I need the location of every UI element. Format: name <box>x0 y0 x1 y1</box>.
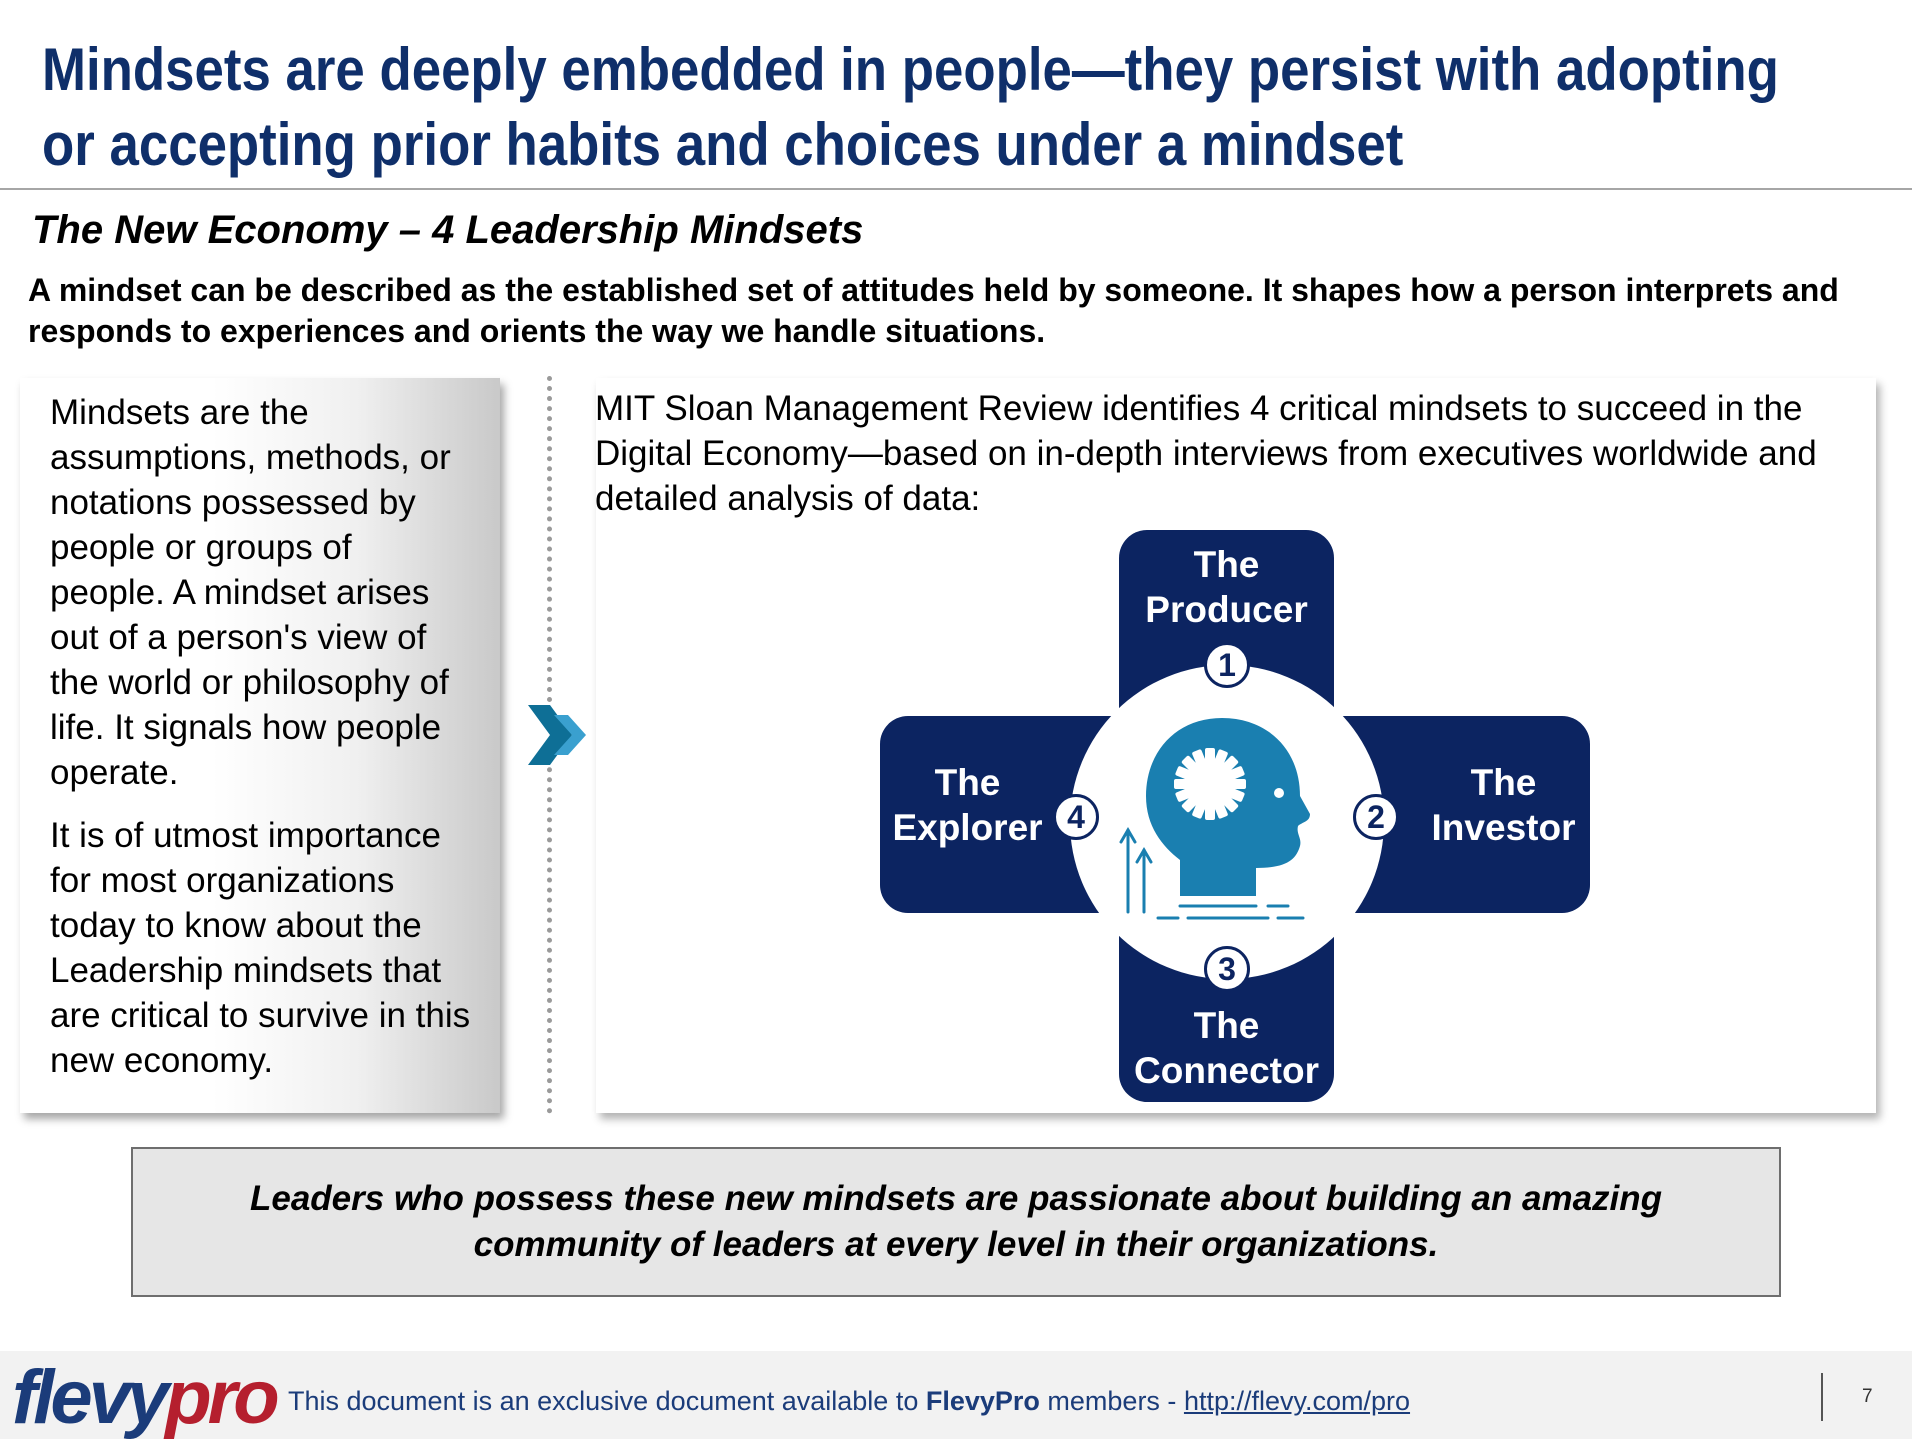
definition-paragraph-1: Mindsets are the assumptions, methods, or notations possessed by people or groups of people. A mindset arises out of a person's view of the world or philosophy of life. It signals how people operate. <box>50 393 451 792</box>
mindset-number-2: 2 <box>1353 794 1399 840</box>
double-chevron-right-icon <box>526 703 592 767</box>
callout-text: Leaders who possess these new mindsets are passionate about building an amazing community of leaders at every level in their organizations. <box>249 1179 1663 1264</box>
footer-brand: FlevyPro <box>925 1386 1040 1416</box>
page-number: 7 <box>1862 1386 1873 1407</box>
mindset-producer-line2: Producer <box>1145 589 1308 630</box>
mindset-explorer-line1: The <box>934 762 1001 803</box>
intro-text: A mindset can be described as the established set of attitudes held by someone. It shapes how a person interprets and responds to experiences and orients the way we handle situations. <box>28 272 1839 349</box>
footer-text-prefix: This document is an exclusive document available to <box>288 1386 926 1416</box>
definition-paragraph-2: It is of utmost importance for most organizations today to know about the Leadership mindsets that are critical to survive in this new economy. <box>50 816 471 1080</box>
footer-notice <box>288 1386 1410 1417</box>
mindset-number-4: 4 <box>1053 794 1099 840</box>
definition-panel <box>20 378 500 1113</box>
slide-title-line1: Mindsets are deeply embedded in people—they persist with adopting <box>42 36 1779 103</box>
key-takeaway-callout <box>131 1147 1781 1297</box>
mindset-connector-line1: The <box>1193 1005 1260 1046</box>
footer-text-middle: members - <box>1039 1386 1184 1416</box>
mit-sloan-text: MIT Sloan Management Review identifies 4 critical mindsets to succeed in the Digital Economy—based on in-depth interviews from executives worldwide and detailed analysis of data: <box>595 389 1817 518</box>
mindset-number-3: 3 <box>1204 946 1250 992</box>
slide-title <box>42 32 1779 182</box>
head-with-gear-icon <box>1118 700 1358 930</box>
mindset-explorer-line2: Explorer <box>892 807 1043 848</box>
mindset-investor-line2: Investor <box>1431 807 1576 848</box>
section-subtitle: The New Economy – 4 Leadership Mindsets <box>32 208 864 252</box>
mindsets-diagram <box>878 528 1592 1102</box>
flevypro-link[interactable]: http://flevy.com/pro <box>1183 1386 1411 1416</box>
mindset-producer-line1: The <box>1193 544 1260 585</box>
mindset-investor-line1: The <box>1470 762 1537 803</box>
title-divider <box>0 188 1912 190</box>
logo-flevy: flevy <box>12 1355 166 1439</box>
mindset-connector-line2: Connector <box>1134 1050 1319 1091</box>
slide-title-line2: or accepting prior habits and choices under a mindset <box>42 111 1404 178</box>
footer-separator <box>1821 1373 1823 1421</box>
flevypro-logo <box>12 1355 276 1439</box>
mindset-number-1: 1 <box>1204 642 1250 688</box>
logo-pro: pro <box>165 1355 276 1439</box>
